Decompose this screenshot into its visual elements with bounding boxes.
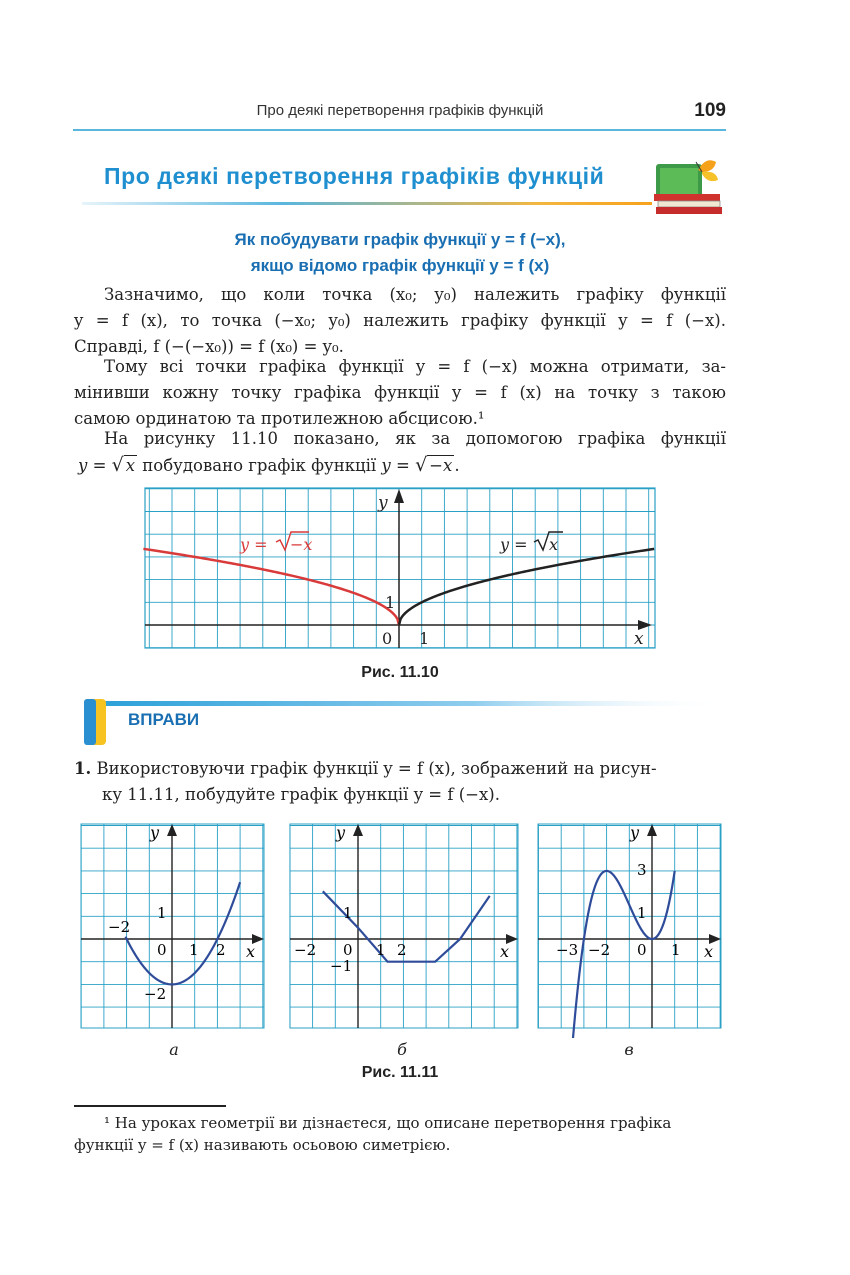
tick-label-x1: 1 <box>189 941 199 959</box>
panel-v-label: в <box>624 1040 634 1059</box>
task-1-line-2: ку 11.11, побудуйте графік функції y = f (−x). <box>102 785 500 804</box>
tick-label-x1: 1 <box>376 941 386 959</box>
running-title: Про деякі перетворення графіків функцій <box>256 102 544 119</box>
subheading-line-1: Як побудувати графік функції y = f (−x), <box>234 230 566 249</box>
paragraph-3-line-2 <box>78 452 460 479</box>
formula-sqrt-x-radicand: x <box>125 456 136 475</box>
label-sqrt-neg-x-radicand: −x <box>290 535 313 554</box>
paragraph-1-line-3: Справді, f (−(−x₀)) = f (x₀) = y₀. <box>74 337 344 356</box>
x-axis-label: x <box>500 942 510 961</box>
tick-label-x2: 2 <box>216 941 226 959</box>
formula-sqrt-x-prefix: y = <box>78 456 112 475</box>
tick-label-y1: 1 <box>637 904 647 922</box>
page-number: 109 <box>694 100 726 121</box>
footnote-line-2: функції y = f (x) називають осьовою симетрією. <box>74 1136 451 1154</box>
header-divider <box>73 129 726 131</box>
y-axis-label: y <box>150 823 160 842</box>
panel-b <box>290 823 518 1028</box>
figure-11-11-caption: Рис. 11.11 <box>361 1064 439 1081</box>
tick-label-x-neg3: −3 <box>556 941 579 959</box>
panel-a-label: а <box>169 1040 179 1059</box>
y-axis-label: y <box>378 493 388 513</box>
exercises-title: ВПРАВИ <box>128 710 200 729</box>
footnote-line-1: ¹ На уроках геометрії ви дізнаєтеся, що описане перетворення графіка <box>104 1114 672 1132</box>
x-tick-label-1: 1 <box>419 629 430 648</box>
tick-label-y-neg1: −1 <box>330 957 353 975</box>
radical-sign: √ <box>111 454 124 476</box>
label-sqrt-neg-x <box>239 532 312 554</box>
paragraph-1-line-2: y = f (x), то точка (−x₀; y₀) належить графіку функції y = f (−x). <box>74 311 726 330</box>
panel-b-label: б <box>397 1040 407 1059</box>
formula-sqrt-neg-x-radicand: −x <box>429 456 453 475</box>
tick-label-x-neg2: −2 <box>588 941 611 959</box>
panel-a <box>81 823 264 1028</box>
task-1-line-1 <box>74 756 726 782</box>
origin-label: 0 <box>637 941 647 959</box>
task-number: 1. <box>74 759 92 778</box>
paragraph-2-line-2: мінивши кожну точку графіка функції y = f (x) на точку з такою <box>74 383 726 402</box>
curve-f-a <box>125 882 240 984</box>
tick-label-y1: 1 <box>157 904 167 922</box>
label-sqrt-x <box>499 532 563 554</box>
figure-11-10-caption: Рис. 11.10 <box>361 664 439 681</box>
books-with-butterfly-icon <box>650 150 728 218</box>
paragraph-3-line-1: На рисунку 11.10 показано, як за допомогою графіка функції <box>104 429 726 448</box>
paragraph-2-line-1: Тому всі точки графіка функції y = f (−x) можна отримати, за- <box>104 357 726 376</box>
curve-sqrt-neg-x <box>143 549 399 625</box>
x-axis-label: x <box>704 942 714 961</box>
task-1-text-1: Використовуючи графік функції y = f (x), зображений на рисун- <box>96 759 657 778</box>
y-axis-label: y <box>630 823 640 842</box>
section-title: Про деякі перетворення графіків функцій <box>104 163 605 189</box>
tick-label-y1: 1 <box>343 904 353 922</box>
label-sqrt-neg-x-prefix: y = <box>240 535 268 554</box>
curve-sqrt-x <box>399 549 654 625</box>
figure-11-10 <box>140 484 660 650</box>
curve-f-v <box>570 871 674 1038</box>
origin-label: 0 <box>157 941 167 959</box>
footnote-rule <box>74 1105 226 1107</box>
tick-label-x-neg2: −2 <box>108 918 131 936</box>
figure-11-11 <box>70 818 730 1038</box>
tick-label-y3: 3 <box>637 861 647 879</box>
tick-label-x2: 2 <box>397 941 407 959</box>
footnote <box>74 1112 726 1156</box>
paragraph-2-line-3: самою ординатою та протилежною абсцисою.¹ <box>74 409 485 428</box>
tick-label-x1: 1 <box>671 941 681 959</box>
tick-label-y-neg2: −2 <box>144 985 167 1003</box>
origin-label: 0 <box>343 941 353 959</box>
origin-label: 0 <box>382 629 393 648</box>
y-axis-label: y <box>336 823 346 842</box>
y-axis-arrow <box>394 489 404 503</box>
section-title-underline <box>82 202 652 205</box>
label-sqrt-x-prefix: y = <box>500 535 528 554</box>
panel-v <box>538 823 721 1038</box>
radical-sign: √ <box>415 454 428 476</box>
formula-sqrt-neg-x-prefix: y = <box>381 456 416 475</box>
x-axis-label: x <box>634 629 644 649</box>
sentence-end: . <box>454 456 460 475</box>
subheading-line-2: якщо відомо графік функції y = f (x) <box>250 256 550 275</box>
x-axis-label: x <box>246 942 256 961</box>
y-tick-label-1: 1 <box>385 593 396 612</box>
label-sqrt-x-radicand: x <box>549 535 559 554</box>
paragraph-3-middle-text: побудовано графік функції <box>137 456 382 475</box>
tick-label-x-neg2: −2 <box>294 941 317 959</box>
paragraph-1-line-1: Зазначимо, що коли точка (x₀; y₀) належить графіку функції <box>104 285 726 304</box>
